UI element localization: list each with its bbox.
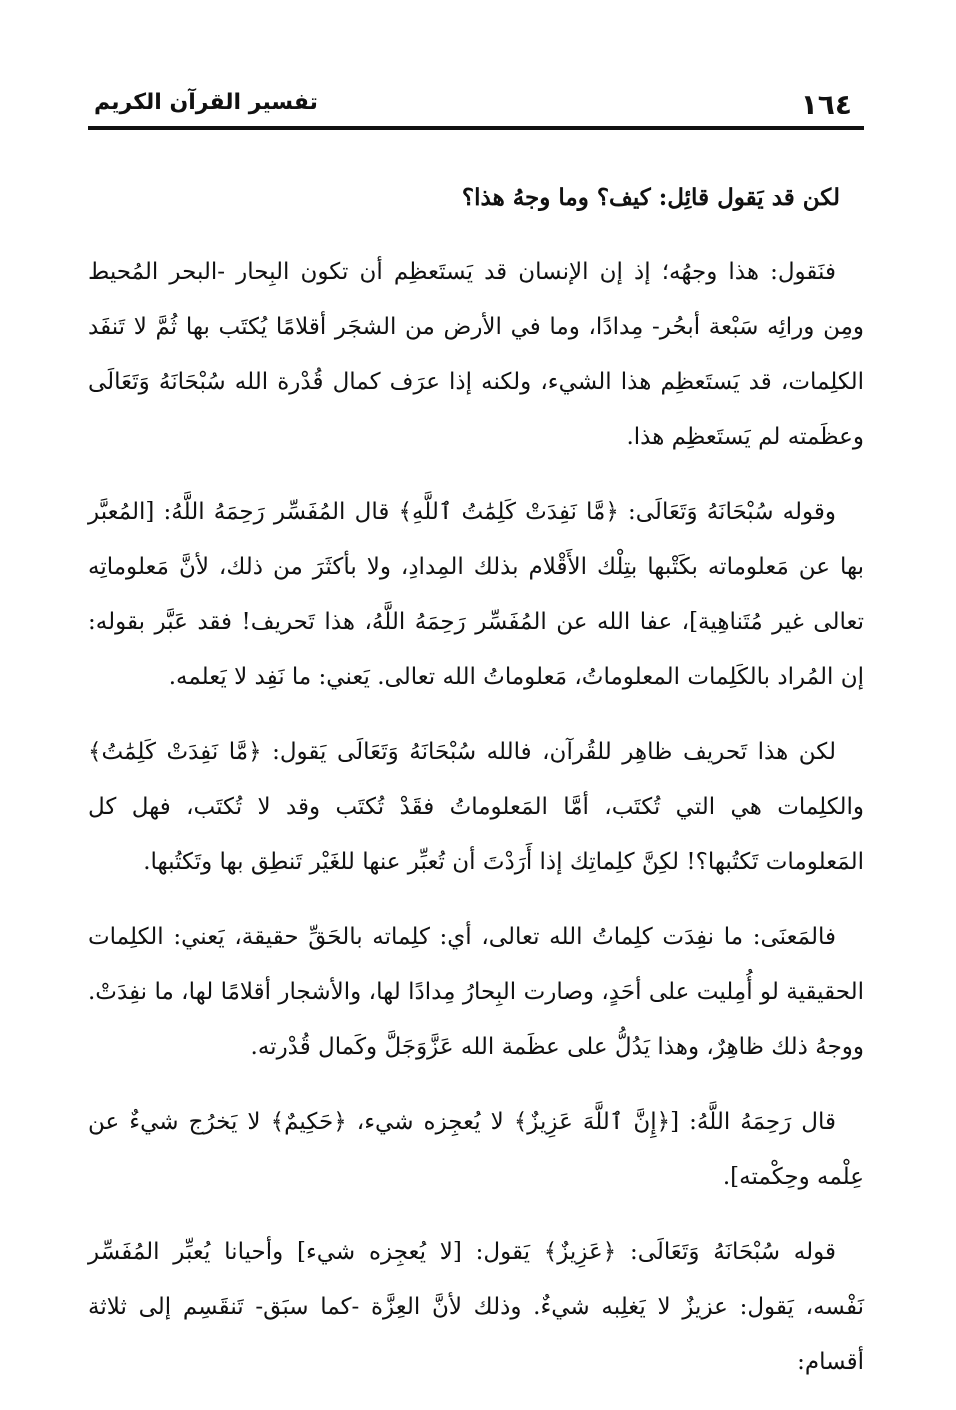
- page-body: [88, 170, 864, 1410]
- page-header: [88, 88, 864, 128]
- running-title: تفسير القرآن الكريم: [94, 90, 318, 115]
- paragraph: قوله سُبْحَانَهُ وَتَعَالَى: ﴿عَزِيزٌ﴾ يَقول: [لا يُعجِزه شيء] وأحيانا يُعبِّر المُفَسِّر نَفْسه، يَقول: عزيزٌ لا يَغلِبه شيءٌ. وذلك لأنَّ العِزَّة -كما سبَق- تَنقَسِم إلى ثلاثة أقسام:: [88, 1239, 864, 1375]
- page-number: ١٦٤: [800, 88, 852, 121]
- paragraph: قال رَحِمَهُ اللَّهُ: [﴿إِنَّ ٱللَّهَ عَزِيزٌ﴾ لا يُعجِزه شيء، ﴿حَكِيمٌ﴾ لا يَخرُج شيءٌ عن عِلْمه وحِكْمته].: [88, 1109, 864, 1190]
- paragraph: وقوله سُبْحَانَهُ وَتَعَالَى: ﴿مَّا نَفِدَتْ كَلِمَٰتُ ٱللَّهِ﴾ قال المُفَسِّر رَحِمَهُ اللَّهُ: [المُعبَّر بها عن مَعلوماته بكَتْبها بتِلْك الأَقْلام بذلك المِدادِ، ولا بأكثَرَ من ذلك، لأنَّ مَعلوماتِه تعالى غير مُتَناهِية]، عفا الله عن المُفَسِّر رَحِمَهُ اللَّهُ، هذا تَحريف! فقد عَبَّر بقوله: إن المُراد بالكَلِمات المعلوماتُ، مَعلوماتُ الله تعالى. يَعني: ما نَفِد لا يَعلمه.: [88, 499, 864, 690]
- paragraph: لكن قد يَقول قائِل: كيف؟ وما وجهُ هذا؟: [461, 184, 840, 211]
- header-rule: [88, 126, 864, 130]
- paragraph: لكن هذا تَحريف ظاهِر للقُرآن، فالله سُبْحَانَهُ وَتَعَالَى يَقول: ﴿مَّا نَفِدَتْ كَلِمَٰتُ﴾ والكلِمات هي التي تُكتَب، أمَّا المَعلوماتُ فقَدْ تُكتَب وقد لا تُكتَب، فهل كل المَعلومات تَكتُبها؟! لكِنَّ كلِماتِك إذا أَرَدْتَ أن تُعبِّر عنها للغَيْر تَنطِق بها وتَكتُبها.: [88, 739, 864, 875]
- paragraph: فنَقول: هذا وجهُه؛ إذ إن الإنسان قد يَستَعظِم أن تكون البِحار -البحر المُحيط ومِن ورائِه سَبْعة أبحُر- مِدادًا، وما في الأرض من الشجَر أقلامًا يُكتَب بها ثُمَّ لا تَنفَد الكلِمات، قد يَستَعظِم هذا الشيء، ولكنه إذا عرَف كمال قُدْرة الله سُبْحَانَهُ وَتَعَالَى وعظَمته لم يَستَعظِم هذا.: [88, 259, 864, 450]
- paragraph: فالمَعنَى: ما نفِدَت كلِماتُ الله تعالى، أي: كلِماته بالحَقِّ حقيقة، يَعني: الكلِمات الحقيقية لو أُمِليت على أحَدٍ، وصارت البِحارُ مِدادًا لها، والأشجار أقلامًا لها، ما نفِدَتْ. ووجهُ ذلك ظاهِرٌ، وهذا يَدُلُّ على عظَمة الله عَزَّوَجَلَّ وكَمال قُدْرته.: [88, 924, 864, 1060]
